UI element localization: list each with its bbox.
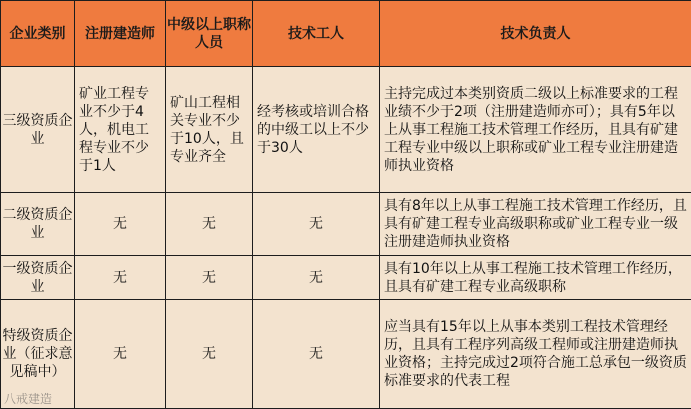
cell-registered-builder: 无 [75,300,166,409]
table-row [1,67,691,193]
cell-tech-lead: 具有10年以上从事工程施工技术管理工作经历，且具有矿建工程专业高级职称 [380,256,691,300]
header-category: 企业类别 [1,1,75,67]
cell-mid-title: 无 [166,300,253,409]
cell-technical-workers: 经考核或培训合格的中级工以上不少于30人 [253,67,380,193]
cell-mid-title: 无 [166,193,253,256]
cell-mid-title: 矿山工程相关专业不少于10人，且专业齐全 [166,67,253,193]
cell-tech-lead: 主持完成过本类别资质二级以上标准要求的工程业绩不少于2项（注册建造师亦可）；具有5年以上从事工程施工技术管理工作经历，且具有矿建工程专业中级以上职称或矿业工程专业注册建造师执业资格 [380,67,691,193]
cell-mid-title: 无 [166,256,253,300]
cell-category: 三级资质企业 [1,67,75,193]
cell-registered-builder: 矿业工程专业不少于4人，机电工程专业不少于1人 [75,67,166,193]
cell-registered-builder: 无 [75,256,166,300]
table-row [1,256,691,300]
cell-tech-lead: 具有8年以上从事工程施工技术管理工作经历，且具有矿建工程专业高级职称或矿业工程专业一级注册建造师执业资格 [380,193,691,256]
header-technical-workers: 技术工人 [253,1,380,67]
table-header-row [1,1,691,67]
cell-technical-workers: 无 [253,193,380,256]
cell-technical-workers: 无 [253,256,380,300]
cell-category: 二级资质企业 [1,193,75,256]
cell-category: 一级资质企业 [1,256,75,300]
watermark: 八戒建造 [4,392,53,406]
header-registered-builder: 注册建造师 [75,1,166,67]
cell-category: 特级资质企业（征求意见稿中） [1,300,75,409]
header-tech-lead: 技术负责人 [380,1,691,67]
table-row [1,300,691,409]
cell-tech-lead: 应当具有15年以上从事本类别工程技术管理经历，且具有工程序列高级工程师或注册建造师执业资格；主持完成过2项符合施工总承包一级资质标准要求的代表工程 [380,300,691,409]
cell-registered-builder: 无 [75,193,166,256]
header-mid-title: 中级以上职称人员 [166,1,253,67]
table-row [1,193,691,256]
cell-technical-workers: 无 [253,300,380,409]
